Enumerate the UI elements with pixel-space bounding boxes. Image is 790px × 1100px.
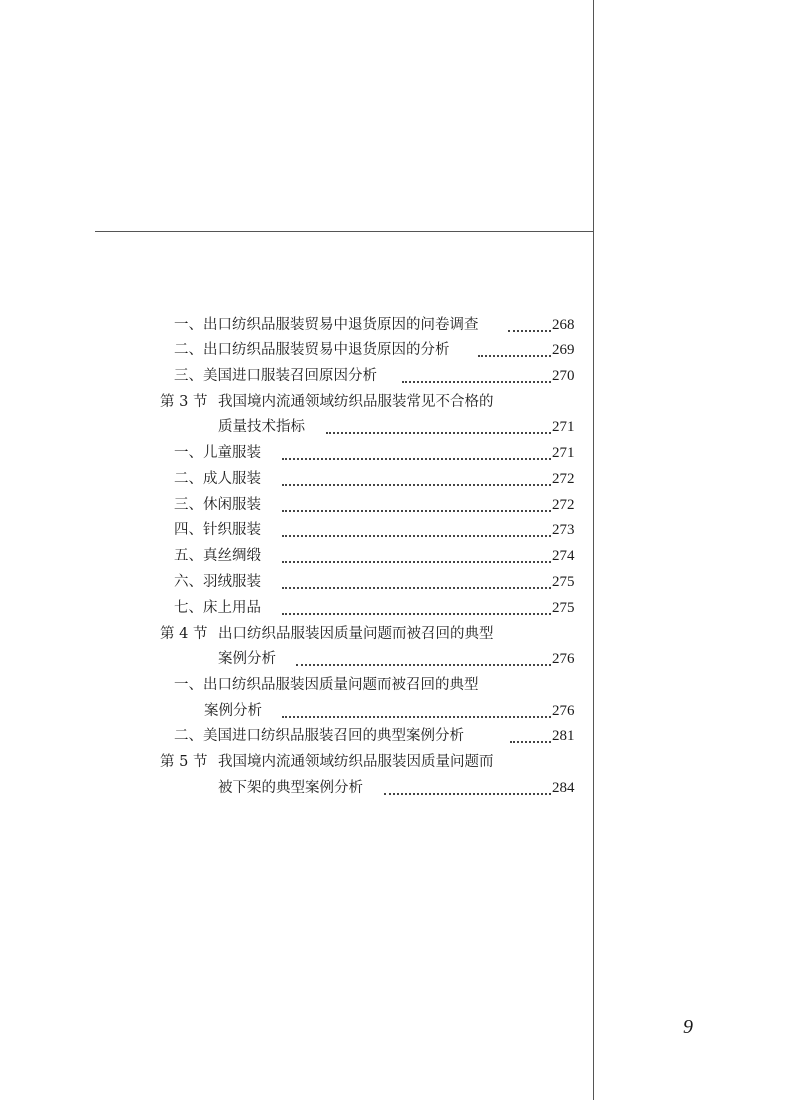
toc-entry-title: 二、美国进口纺织品服装召回的典型案例分析 — [174, 728, 464, 744]
toc-entry-page: 275 — [552, 600, 575, 616]
toc-leader-dots — [282, 714, 551, 718]
toc-entry-page: 281 — [552, 728, 575, 744]
toc-entry[interactable] — [0, 698, 790, 724]
toc-leader-dots — [282, 508, 551, 512]
toc-entry-title: 一、儿童服装 — [174, 445, 261, 461]
toc-entry-page: 268 — [552, 317, 575, 333]
toc-leader-dots — [384, 791, 551, 795]
toc-entry-page: 271 — [552, 419, 575, 435]
toc-entry-page: 271 — [552, 445, 575, 461]
toc-entry[interactable] — [0, 440, 790, 466]
toc-section-heading[interactable] — [0, 389, 790, 415]
toc-entry[interactable] — [0, 492, 790, 518]
toc-entry-title: 二、成人服装 — [174, 471, 261, 487]
toc-entry[interactable] — [0, 414, 790, 440]
toc-entry[interactable] — [0, 569, 790, 595]
toc-leader-dots — [326, 430, 551, 434]
toc-leader-dots — [402, 379, 551, 383]
toc-leader-dots — [282, 456, 551, 460]
toc-entry-title: 二、出口纺织品服装贸易中退货原因的分析 — [174, 342, 450, 358]
toc-entry-title: 三、休闲服装 — [174, 497, 261, 513]
toc-entry-title: 六、羽绒服装 — [174, 574, 261, 590]
toc-entry[interactable] — [0, 723, 790, 749]
toc-entry[interactable] — [0, 672, 790, 698]
toc-entry-page: 276 — [552, 651, 575, 667]
toc-leader-dots — [508, 328, 551, 332]
toc-entry[interactable] — [0, 312, 790, 338]
toc-entry[interactable] — [0, 466, 790, 492]
toc-entry-title: 质量技术指标 — [218, 419, 305, 435]
toc-entry[interactable] — [0, 337, 790, 363]
toc-entry-title: 出口纺织品服装因质量问题而被召回的典型 — [218, 626, 494, 642]
toc-leader-dots — [510, 739, 551, 743]
toc-entry-page: 272 — [552, 497, 575, 513]
toc-leader-dots — [282, 533, 551, 537]
section-number: 第 4 节 — [160, 626, 208, 642]
toc-leader-dots — [282, 585, 551, 589]
toc-entry-page: 276 — [552, 703, 575, 719]
toc-entry-page: 273 — [552, 522, 575, 538]
toc-entry-title: 一、出口纺织品服装贸易中退货原因的问卷调查 — [174, 317, 479, 333]
toc-entry-title: 一、出口纺织品服装因质量问题而被召回的典型 — [174, 677, 479, 693]
toc-entry[interactable] — [0, 543, 790, 569]
toc-entry-page: 272 — [552, 471, 575, 487]
toc-entry[interactable] — [0, 517, 790, 543]
toc-entry-title: 五、真丝绸缎 — [174, 548, 261, 564]
toc-leader-dots — [296, 662, 551, 666]
toc-entry-page: 270 — [552, 368, 575, 384]
toc-section-heading[interactable] — [0, 749, 790, 775]
toc-entry[interactable] — [0, 646, 790, 672]
toc-entry-title: 案例分析 — [218, 651, 276, 667]
toc-entry[interactable] — [0, 595, 790, 621]
page-number: 9 — [683, 1016, 693, 1038]
toc-entry-title: 被下架的典型案例分析 — [218, 780, 363, 796]
toc-entry-page: 284 — [552, 780, 575, 796]
toc-entry-title: 四、针织服装 — [174, 522, 261, 538]
toc-section-heading[interactable] — [0, 621, 790, 647]
section-number: 第 5 节 — [160, 754, 208, 770]
toc-leader-dots — [478, 353, 551, 357]
toc-entry-page: 269 — [552, 342, 575, 358]
toc-entry-title: 案例分析 — [204, 703, 262, 719]
toc-leader-dots — [282, 482, 551, 486]
section-number: 第 3 节 — [160, 394, 208, 410]
toc-entry-page: 275 — [552, 574, 575, 590]
toc-leader-dots — [282, 559, 551, 563]
toc-entry-title: 我国境内流通领域纺织品服装因质量问题而 — [218, 754, 494, 770]
toc-entry-title: 七、床上用品 — [174, 600, 261, 616]
toc-entry[interactable] — [0, 775, 790, 801]
toc-entry-page: 274 — [552, 548, 575, 564]
toc-leader-dots — [282, 611, 551, 615]
toc-entry[interactable] — [0, 363, 790, 389]
toc-entry-title: 三、美国进口服装召回原因分析 — [174, 368, 377, 384]
toc-entry-title: 我国境内流通领域纺织品服装常见不合格的 — [218, 394, 494, 410]
